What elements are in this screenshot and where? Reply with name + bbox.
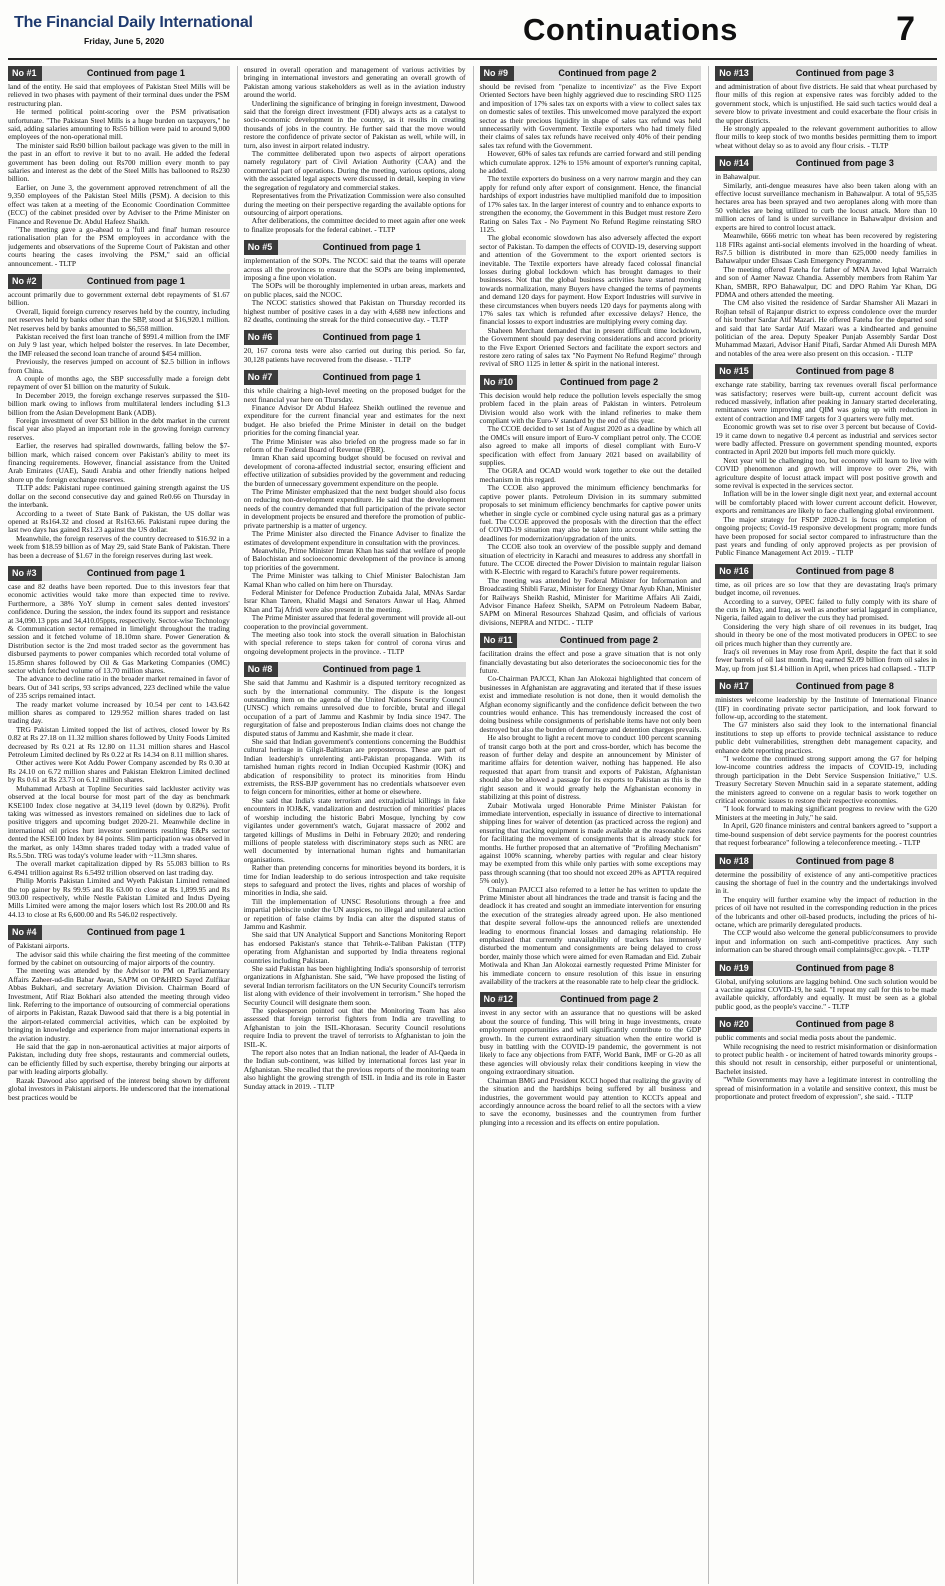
continuation-article xyxy=(244,662,466,1091)
article-paragraph: Meanwhile, 6666 metric ton wheat has been recovered by registering 118 FIRs against anti-social elements involved in the hoarding of wheat. Rs7.5 billion is distributed in more than 625,000 needy families in Bahawalpur under Ehsaas Cash Emergency Programme. xyxy=(715,231,937,266)
article-paragraph: Underlining the significance of bringing in foreign investment, Dawood said that the foreign direct investment (FDI) always acts as a catalyst to socio-economic development in the country, as it results in creating thousands of jobs in the country. He further said that the move would restore the confidence of private sector of Pakistan as well, while will, in turn, also invest in airport related industry. xyxy=(243,98,466,150)
article-paragraph: The textile exporters do business on a very narrow margin and they can apply for refund only after export of consignment. Hence, the financial hardships of export industries have multiplied manifold due to imposition of 17% sales tax. In the larger interest of country and to enhance exports to strengthen the economy, the Government in this Budget must restore Zero Rating on Sales Tax - No Payment No Refund Regime reinstating SRO 1125. xyxy=(479,174,702,234)
article-paragraph: The CM also visited the residence of Sardar Shamsher Ali Mazari in Rojhan tehsil of Rajanpur district to express condolence over the murder of his brother Sardar Atif Mazari. He offered Fateha for the departed soul and said that late Sardar Atif Mazari was a kindhearted and genuine politician of the area. Deputy Speaker Punjab Assembly Sardar Dost Muhammad Mazari, Advisor Hanif Pitafi, Sardar Ahmed Ali Duresh MPA and notables of the area were also present on this occasion. - TLTP xyxy=(715,298,937,358)
continued-from-label: Continued from page 8 xyxy=(753,1017,937,1032)
article-number: No #6 xyxy=(244,330,278,345)
article-header xyxy=(8,274,230,289)
article-paragraph: She said Pakistan has been highlighting India's sponsorship of terrorist organizations in Afghanistan. She said, "We have proposed the listing of several Indian terrorism facilitators on the UN Security Council's terrorism list along with evidence of their involvement in terrorism." She hoped the Security Council will designate them soon. xyxy=(243,964,466,1007)
article-paragraph: The minister said Rs90 billion bailout package was given to the mill in the past in an effort to revive it but to no avail. He added the federal government has been doling out Rs700 million every month to pay salaries and interest as the debt of the Steel Mills has ballooned to Rs230 billion. xyxy=(8,140,230,184)
article-paragraph: The meeting was attended by Federal Minister for Information and Broadcasting Shibli Faraz, Minister for Energy Omar Ayub Khan, Minister for Railways Sheikh Rashid, Minister for Maritime Affairs Ali Zaidi, Advisor Finance Hafeez Sheikh, SAPM on Petroleum Nadeem Babar, SAPM on Mineral Resources Shahzad Qasim, and officials of various divisions, NEPRA and NTDC. - TLTP xyxy=(479,575,702,627)
article-header xyxy=(715,1017,937,1032)
article-paragraph: Earlier, on June 3, the government approved retrenchment of all the 9,350 employees of the Pakistan Steel Mills (PSM). A decision to this effect was taken at a meeting of the Economic Coordination Committee (ECC) of the cabinet presided over by Adviser to the Prime Minister on Finance and Revenue Dr. Abdul Hafeez Shaikh. xyxy=(8,182,230,226)
article-paragraph: In December 2019, the foreign exchange reserves surpassed the $10-billion mark owing to inflows from multilateral lenders including $1.3 billion from the Asian Development Bank (ADB). xyxy=(8,390,230,417)
article-paragraph: The spokesperson pointed out that the Monitoring Team has also assessed that foreign terrorist fighters from India are travelling to Afghanistan to join the ISIL-Khorasan. Security Council resolutions require India to prevent the travel of terrorists to Afghanistan to join the ISIL-K. xyxy=(243,1006,466,1049)
article-paragraph: Philip Morris Pakistan Limited and Wyeth Pakistan Limited remained the top gainer by Rs 99.95 and Rs 63.00 to close at Rs 1,899.95 and Rs 903.00 respectively, while Nestle Pakistan Limited and Indus Dyeing Mills Limited were among the major losers which lost Rs 200.00 and Rs 44.13 to close at Rs 6,600.00 and Rs 546.02 respectively. xyxy=(8,876,230,919)
columns-container xyxy=(8,66,937,1584)
article-number: No #12 xyxy=(480,992,518,1007)
article-paragraph: "I welcome the continued strong support among the G7 for helping low-income countries address the impacts of COVID-19, including through participation in the Debt Service Suspension Initiative," U.S. Treasury Secretary Steven Mnuchin said in a separate statement, adding the ministers agreed to convene on a regular basis to work together on critical economic issues to restore their respective economies. xyxy=(715,754,937,806)
column-4 xyxy=(708,66,937,1584)
article-header xyxy=(244,240,466,255)
continuation-article xyxy=(8,66,230,268)
article-header xyxy=(715,156,937,171)
page-number: 7 xyxy=(896,10,915,48)
article-number: No #3 xyxy=(8,566,42,581)
article-paragraph: Muhammad Arbash at Topline Securities said lackluster activity was observed at the local bourse for most part of the day as benchmark KSE100 Index close negative at 34,119 level (down by 0.82%). Profit taking was witnessed as investors remained on sidelines due to lack of positive triggers and upcoming budget 2020-21. Meanwhile decline in international oil prices hurt investor sentiments resulting E&Ps sector dented the KSE100 Index by 84 points. Slim participation was observed in the market, as only 143mn shares traded today with a traded value of Rs.5.5bn. TRG was today's volume leader with ~11.3mn shares. xyxy=(8,783,230,860)
article-paragraph: ministers welcome leadership by the Institute of International Finance (IIF) in coordinating private sector participation, and look forward to follow-up, according to the statement. xyxy=(715,695,937,721)
article-paragraph: case and 82 deaths have been reported. Due to this investors fear that economic activities would take more than expected time to revive. Furthermore, a 38% YoY slump in cement sales dented investors' confidence. During the session, the index found its support and resistance at 34,090.13 ppts and 34,410.05ppts, respectively. Sector-wise Technology & Communication sector remained in limelight throughout the trading session and it fetched volume of 18.10mn share. Power Generation & Distribution sector is the 2nd most traded sector as the government has disbursed payments to power companies which recorded total volume of 15.85mn shares followed by Oil & Gas Marketing Companies (OMC) sector which fetched volume of 13.70 million shares. xyxy=(8,581,230,675)
article-paragraph: The Prime Minister emphasized that the next budget should also focus on reducing non-development expenditure. He said that the development needs of the country demanded that full participation of the private sector in development projects be ensured and therefore the promotion of public-private partnership is a matter of urgency. xyxy=(243,487,466,530)
article-paragraph: A couple of months ago, the SBP successfully made a foreign debt repayment of over $1 billion on the maturity of Sukuk. xyxy=(8,374,230,392)
continuation-article xyxy=(244,370,466,656)
continuation-article xyxy=(715,1017,937,1101)
article-number: No #20 xyxy=(715,1017,753,1032)
article-header xyxy=(715,364,937,379)
article-paragraph: Razak Dawood also apprised of the interest being shown by different global investors in Pakistani airports. He underscored that the international best practices would be xyxy=(8,1075,230,1102)
article-paragraph: Global, unifying solutions are lagging behind. One such solution would be a vaccine against COVID-19, he said. "I repeat my call for this to be made available quickly, affordably and equally. It must be seen as a global public good, as the people's vaccine." - TLTP xyxy=(715,976,937,1011)
article-paragraph: She said that Jammu and Kashmir is a disputed territory recognized as such by the international community. The dispute is the longest outstanding item on the agenda of the United Nations Security Council (UNSC) which remains unresolved due to forcible, brutal and illegal occupation of a part of Jammu and Kashmir by India since 1947. The regurgitation of false and preposterous Indian claims does not change the disputed status of Jammu and Kashmir, she made it clear. xyxy=(243,678,466,738)
article-header xyxy=(8,925,230,940)
article-paragraph: should be revised from "penalize to incentivize" as the Five Export Oriented Sectors have been highly aggrieved due to rescinding SRO 1125 and imposition of 17% sales tax on exports with a view to collect sales tax on domestic sales of textiles. This unwelcomed move paralyzed the export sector as their precious liquidity in shape of sales tax refund was held unnecessarily with Government. Textile exporters who had timely filed their claims of sales tax refunds have received only 40% of their pending sales tax refund with the Government. xyxy=(479,82,702,150)
continuation-article xyxy=(244,66,466,234)
article-paragraph: Co-Chairman PAJCCI, Khan Jan Alokozai highlighted that concern of businesses in Afghanistan are aggravating and iterated that if these issues exist and immediate resolution is not done, then it would demolish the Afghan economy significantly and the confidence deficit between the two countries would enhance. This has tremendously increased the cost of doing business while consignments of perishable items have not only been destroyed but also the burden of demurrage and detention charges prevails. xyxy=(479,674,702,734)
continued-from-label: Continued from page 8 xyxy=(753,679,937,694)
continuation-article xyxy=(8,566,230,919)
article-header xyxy=(715,961,937,976)
article-paragraph: facilitation drains the effect and pose a grave situation that is not only financially devastating but also deteriorates the socioeconomic ties for the future. xyxy=(479,649,702,675)
article-paragraph: and administration of about five districts. He said that wheat purchased by flour mills of this region at expensive rates was forcibly added to the government stock, which is unjustified. He said such tactics would deal a severe blow to private investment and could exacerbate the flour crisis in the upper districts. xyxy=(715,82,937,125)
article-paragraph: Till the implementation of UNSC Resolutions through a free and impartial plebiscite under the UN auspices, no illegal and unilateral action or repetition of false claims by India can alter the disputed status of Jammu and Kashmir. xyxy=(243,896,466,931)
article-number: No #17 xyxy=(715,679,753,694)
article-paragraph: The CCOE also approved the minimum efficiency benchmarks for captive power plants. Petroleum Division in its summary submitted proposals to set minimum efficiency benchmarks for captive power units whether in single cycle or combined cycle using natural gas as a primary fuel. The CCOE approved the proposals with the direction that the effect of COVID-19 situation may also be taken into account while setting the deadlines for modernization/upgradation of the units. xyxy=(479,483,702,543)
article-paragraph: Chairman BMG and President KCCI hoped that realizing the gravity of the situation and the hardships being suffered by all business and industries, the government would pay attention to KCCI's appeal and accordingly announce across the board relief to all the sectors with a view to save the economy, businesses and the countrymen from further plunging into a recession and its effects on entire population. xyxy=(479,1075,702,1127)
article-number: No #15 xyxy=(715,364,753,379)
article-paragraph: Meanwhile, the foreign reserves of the country decreased to $16.92 in a week from $18.59 billion as of May 29, said State Bank of Pakistan. There has been a decrease of $1.67 in the foreign reserves during last week. xyxy=(8,533,230,560)
article-paragraph: Earlier, the reserves had spiralled downwards, falling below the $7-billion mark, which raised concern over Pakistan's ability to meet its financing requirements. However, financial assistance from the United Arab Emirates (UAE), Saudi Arabia and other friendly nations helped shore up the foreign exchange reserves. xyxy=(8,441,230,484)
article-paragraph: of Pakistani airports. xyxy=(8,941,70,951)
continued-from-label: Continued from page 8 xyxy=(753,564,937,579)
article-paragraph: The enquiry will further examine why the impact of reduction in the prices of oil have not resulted in the corresponding reduction in the prices of the lubricants and other oil-based products, including the prices of hi-octane, which are primarily deregulated products. xyxy=(715,894,937,929)
article-paragraph: The overall market capitalization dipped by Rs 55.083 billion to Rs 6.4941 trillion against Rs 6.5492 trillion observed on last trading day. xyxy=(8,859,230,877)
continued-from-label: Continued from page 1 xyxy=(278,662,466,677)
issue-date: Friday, June 5, 2020 xyxy=(84,36,165,46)
article-number: No #14 xyxy=(715,156,753,171)
continuation-article xyxy=(244,240,466,324)
article-paragraph: Imran Khan said upcoming budget should be focused on revival and development of corona-affected industrial sector, ensuring efficient and effective utilization of subsidies provided by the government and reducing the burden of unnecessary government expenditure on the people. xyxy=(243,453,466,488)
article-number: No #2 xyxy=(8,274,42,289)
article-paragraph: The meeting offered Fateha for father of MNA Javed Iqbal Warraich and son of Aamer Nawaz Chandia. Assembly members from Rahim Yar Khan, SMBR, RPO Bahawalpur, DC and DPO Rahim Yar Khan, DG PDMA and others attended the meeting. xyxy=(715,264,937,299)
article-paragraph: The committee deliberated upon two aspects of airport operations namely regulatory part of Civil Aviation Authority (CAA) and the commercial part of operations. During the meeting, various options, along with the associated legal aspects were discussed in detail, keeping in view the segregation of regulatory and commercial stakes. xyxy=(243,149,466,192)
continuation-article xyxy=(8,274,230,560)
article-paragraph: "While Governments may have a legitimate interest in controlling the spread of misinformation in a volatile and sensitive context, this must be proportionate and protect freedom of expression", she said. - TLTP xyxy=(715,1075,937,1102)
article-paragraph: The Prime Minister also directed the Finance Adviser to finalize the estimates of development expenditure in consultation with the provinces. xyxy=(243,529,466,547)
article-paragraph: He strongly appealed to the relevant government authorities to allow flour mills to keep stock of two months besides permitting them to import wheat without delay so as to avoid any flour crisis. - TLTP xyxy=(715,124,937,150)
article-paragraph: The major strategy for FSDP 2020-21 is focus on completion of ongoing projects; Covid-19 responsive development program; more funds have been proposed for social sector compared to infrastructure than the past years and funding of only approved projects as per provision of Public Finance Management Act 2019. - TLTP xyxy=(715,514,937,558)
continued-from-label: Continued from page 2 xyxy=(514,66,702,81)
article-paragraph: The advance to decline ratio in the broader market remained in favor of bears. Out of 341 scrips, 93 scrips advanced, 223 declined while the value of 235 scrips remained intact. xyxy=(8,674,230,701)
article-number: No #11 xyxy=(480,633,517,648)
article-header xyxy=(244,662,466,677)
continued-from-label: Continued from page 1 xyxy=(278,330,466,345)
article-number: No #4 xyxy=(8,925,42,940)
article-paragraph: He also brought to light a recent move to conduct 100 percent scanning of transit cargo both at the port and cross-border, which has become the reason of further delay and despite an announcement by Minister of maritime affairs for detention waiver, nothing has happened. He also requested that apart from transit and exports of Pakistan, Afghanistan should also be allowed a passage for its exports to Pakistan as this is the right season and it would greatly help the Afghanistan economy in stabilizing at this point of distress. xyxy=(479,733,702,802)
continuation-article xyxy=(715,66,937,150)
article-paragraph: Chairman PAJCCI also referred to a letter he has written to update the Prime Minister about all hindrances the trade and transit is facing and the deadlock it has created and sought an immediate intervention for ensuring the execution of the strategies already agreed upon. He also mentioned that despite several follow-ups the announced reliefs are unextended leading to enormous financial losses and damaging relationship. He emphasized that currently unavailability of trackers has immensely disturbed the momentum and consignments are being delayed to cross border, mainly those which were aimed for even Ramadan and Eid. Zubair Motiwala and Khan Jan Alokozai earnestly requested Prime Minister for his immediate concern to ensure resolution of this issue in ensuring availability of the trackers at the reasonable rate to help clear the gridlock. xyxy=(479,884,702,987)
article-header xyxy=(8,66,230,81)
article-paragraph: Representatives from the Privatization Commission were also consulted during the meeting on their perspective regarding the available options for outsourcing of airport operations. xyxy=(243,191,466,217)
continued-from-label: Continued from page 1 xyxy=(42,66,230,81)
column-3 xyxy=(473,66,702,1584)
continued-from-label: Continued from page 2 xyxy=(517,992,701,1007)
article-paragraph: this while chairing a high-level meeting on the proposed budget for the next financial year here on Thursday. xyxy=(243,386,466,404)
article-paragraph: She said that UN Analytical Support and Sanctions Monitoring Report has endorsed Pakistan's stance that Tehrik-e-Taliban Pakistan (TTP) operating from Afghanistan and supported by India threatens regional countries including Pakistan. xyxy=(243,930,466,965)
article-paragraph: According to a tweet of State Bank of Pakistan, the US dollar was opened at Rs164.32 and closed at Rs163.66. Pakistani rupee during the last two days has gained Rs1.23 against the US dollar. xyxy=(8,508,230,535)
article-paragraph: ensured in overall operation and management of various activities by bringing in international investors and generating an overall growth of Pakistan among various stakeholders as well as in the aviation industry around the world. xyxy=(243,66,466,100)
article-paragraph: Other actives were Kot Addu Power Company ascended by Rs 0.30 at Rs 24.10 on 6.72 million shares and Pakistan Elektron Limited declined by Rs 0.61 at Rs 23.73 on 6.12 million shares. xyxy=(8,758,230,785)
article-paragraph: In April, G20 finance ministers and central bankers agreed to "support a time-bound suspension of debt service payments for the poorest countries that request forbearance" following a teleconference meeting. - TLTP xyxy=(715,821,937,848)
article-paragraph: The global economic slowdown has also adversely affected the export sector of Pakistan. To dampen the effects of COVID-19, deserving support and attention of the Government to the export oriented sectors is inevitable. The Textile exporters have already faced colossal financial losses during global lockdown which has brought damages to their businesses. Not that the global business activities have started moving towards normalization, many Buyers have changed the terms of payments and demand 120 days for payment. How Export Industries will survive in these circumstances when buyers needs 120 days for payments along with 17% sales tax which is refunded after excessive delays? Hence, the financial losses to export industries are multiplying every coming day. xyxy=(479,233,702,327)
article-paragraph: Similarly, anti-dengue measures have also been taken along with an effective locust surveillance mechanism in Bahawalpur. A total of 95,535 hectares area has been sprayed and two aeroplanes along with more than 50 vehicles are being utilized to curb the locust attack. More than 10 million acres of land is under surveillance in Bahawalpur division and experts are hired to control locust attack. xyxy=(715,180,937,232)
article-number: No #10 xyxy=(480,375,518,390)
article-paragraph: "The meeting gave a go-ahead to a 'full and final' human resource rationalisation plan for the PSM employees in accordance with the judgements and observations of the Supreme Court of Pakistan and other courts hearing the cases involving the PSM," said an official announcement. - TLTP xyxy=(8,224,230,268)
continued-from-label: Continued from page 1 xyxy=(42,274,230,289)
article-paragraph: in Bahawalpur. xyxy=(715,172,760,182)
article-paragraph: TLTP adds: Pakistani rupee continued gaining strength against the US dollar on the second consecutive day and gained Re0.66 on Thursday in the interbank. xyxy=(8,483,230,510)
article-header xyxy=(715,854,937,869)
continuation-article xyxy=(715,156,937,358)
article-paragraph: Previously, the reserves jumped on account of $2.5 billion in inflows from China. xyxy=(8,357,230,375)
continuation-article xyxy=(8,925,230,1102)
paper-name: The Financial Daily International xyxy=(14,14,253,31)
masthead xyxy=(8,6,937,60)
article-paragraph: Pakistan received the first loan tranche of $991.4 million from the IMF on July 9 last year, which helped bolster the reserves. In late December, the IMF released the second loan tranche of around $454 million. xyxy=(8,331,230,358)
article-paragraph: invest in any sector with an assurance that no questions will be asked about the source of funding. This will bring in huge investments, create employment opportunities and will significantly contribute to the GDP growth. In the current extraordinary situation when the entire world is busy in battling with the COVID-19 pandemic, the government is not likely to face any objections from FATF, World Bank, IMF or G-20 as all these agencies will obviously relax their conditions keeping in view the ongoing extraordinary situation. xyxy=(479,1008,702,1077)
article-paragraph: public comments and social media posts about the pandemic. xyxy=(715,1033,897,1043)
article-paragraph: Shaheen Merchant demanded that in present difficult time lockdown, the Government should pay deserving considerations and accord priority to the Five Export Oriented Sectors and facilitate the export sectors and restore zero rating of sales tax "No Payment No Refund Regime" through revival of SRO 1125 in letter & spirit in the national interest. xyxy=(479,325,702,369)
article-header xyxy=(480,66,702,81)
article-paragraph: The report also notes that an Indian national, the leader of Al-Qaeda in the Indian sub-continent, was killed by international forces last year in Afghanistan. She recalled that the previous reports of the monitoring team also highlight the growing strength of ISIL in India and its role in Easter Sunday attack in 2019. - TLTP xyxy=(243,1048,466,1091)
article-paragraph: The CCOE also took an overview of the possible supply and demand situation of electricity in Karachi and measures to address any shortfall in future. The CCOE directed the Power Division to maintain regular liaison with K-Electric with regard to Karachi's future power requirements. xyxy=(479,542,702,577)
article-number: No #18 xyxy=(715,854,753,869)
continued-from-label: Continued from page 2 xyxy=(517,375,701,390)
continuation-article xyxy=(715,854,937,955)
column-2 xyxy=(237,66,466,1584)
article-paragraph: Federal Minister for Defence Production Zubaida Jalal, MNAs Sardar Israr Khan Tareen, Khalid Magsi and Senators Anwar ul Haq, Ahmed Khan and Taj Afridi were also present in the meeting. xyxy=(243,587,466,614)
article-paragraph: "I look forward to making significant progress to review with the G20 Ministers at the meeting in July," he said. xyxy=(715,804,937,822)
article-paragraph: The CCP would also welcome the general public/consumers to provide input and information on such anti-competitive practices. Any such information can be shared through email complaints@cc.gov.pk. - TLTP xyxy=(715,928,937,955)
article-paragraph: The SOPs will be thoroughly implemented in urban areas, markets and on public places, said the NCOC. xyxy=(243,281,466,299)
article-header xyxy=(8,566,230,581)
article-paragraph: The Prime Minister was talking to Chief Minister Balochistan Jam Kamal Khan who called on him here on Thursday. xyxy=(243,571,466,589)
article-paragraph: Meanwhile, Prime Minister Imran Khan has said that welfare of people of Balochistan and socioeconomic development of the province is among top priorities of the government. xyxy=(243,545,466,572)
continued-from-label: Continued from page 3 xyxy=(753,156,937,171)
article-header xyxy=(715,564,937,579)
article-header xyxy=(715,679,937,694)
article-number: No #9 xyxy=(480,66,514,81)
article-paragraph: 20, 167 corona tests were also carried out during this period. So far, 30,128 patients have recovered from the disease. - TLTP xyxy=(243,346,466,364)
article-paragraph: implementation of the SOPs. The NCOC said that the teams will operate across all the provinces to ensure that the SOPs are being implemented, imposing a fine upon violation. xyxy=(243,256,466,282)
continuation-article xyxy=(480,375,702,627)
article-paragraph: This decision would help reduce the pollution levels especially the smog problem faced in the plain areas of Pakistan in winters. Petroleum Division would also work with the inland refineries to make them compliant with the Euro-V standard by the end of this year. xyxy=(479,390,702,426)
article-header xyxy=(244,330,466,345)
continuation-article xyxy=(715,961,937,1012)
article-paragraph: Inflation will be in the lower single digit next year, and external account will be comfortably placed with lower current account deficit. However, exports and remittances are likely to face challenging global environment. xyxy=(715,489,937,516)
article-paragraph: TRG Pakistan Limited topped the list of actives, closed lower by Rs 0.82 at Rs 27.18 on 11.32 million shares followed by Unity Foods Limited decreased by Rs 0.21 at Rs 12.80 on 11.31 million shares and Hascol Petroleum Limited declined by Rs 0.22 at Rs 14.34 on 8.11 million shares. xyxy=(8,724,230,760)
continuation-article xyxy=(715,364,937,558)
article-paragraph: Next year will be challenging too, but economy will learn to live with COVID phenomenon and growth will improve to over 2%, with agriculture despite of locust attack impact will post positive growth and some revival is expected in the services sector. xyxy=(715,455,937,491)
article-paragraph: She said that Indian government's contentions concerning the Buddhist cultural heritage in Gilgit-Baltistan are preposterous. These are part of Indian leadership's unrelenting anti-Pakistan propaganda. With its tarnished human rights record in Indian Occupied Kashmir (IOK) and abdication of responsibility to protect its minorities from Hindu extremists, the RSS-BJP government has no credentials whatsoever even to feign concern for minorities, either at home or elsewhere. xyxy=(243,737,466,797)
continuation-article xyxy=(715,679,937,847)
continued-from-label: Continued from page 1 xyxy=(278,370,466,385)
continued-from-label: Continued from page 1 xyxy=(42,925,230,940)
article-paragraph: The Prime Minister assured that federal government will provide all-out cooperation to the provincial government. xyxy=(243,613,466,631)
article-number: No #5 xyxy=(244,240,278,255)
article-paragraph: Rather than pretending concerns for minorities beyond its borders, it is time for Indian leadership to do serious introspection and take requisite steps to safeguard and protect the lives, rights and places of worship of minorities in India, she said. xyxy=(243,863,466,898)
article-paragraph: She said that India's state terrorism and extrajudicial killings in fake encounters in IOJ&K, vandalization and destruction of minorities' places of worship including the historic Babri Mosque, lynching by cow vigilantes under government's watch, Gujarat massacre of 2002 and targeted killings of Muslims in Delhi in February 2020; and rendering millions of people stateless with discriminatory steps such as NRC are well documented by international human rights and humanitarian organisations. xyxy=(243,795,466,864)
article-paragraph: Iraq's oil revenues in May rose from April, despite the fact that it sold fewer barrels of oil last month. Iraq earned $2.09 billion from oil sales in May, up from just $1.4 billion in April, when prices had collapsed. - TLTP xyxy=(715,646,937,673)
continued-from-label: Continued from page 2 xyxy=(517,633,702,648)
continued-from-label: Continued from page 3 xyxy=(753,66,937,81)
continuation-article xyxy=(480,66,702,369)
continuation-article xyxy=(244,330,466,364)
continued-from-label: Continued from page 8 xyxy=(753,961,937,976)
continuation-article xyxy=(480,633,702,986)
article-header xyxy=(480,633,702,648)
continued-from-label: Continued from page 8 xyxy=(753,364,937,379)
article-paragraph: The G7 ministers also said they look to the international financial institutions to step up efforts to provide technical assistance to reduce public debt vulnerabilities, strengthen debt management capacity, and enhance debt reporting practices. xyxy=(715,720,937,755)
article-paragraph: The Prime Minister was also briefed on the progress made so far in reform of the Federal Board of Revenue (FBR). xyxy=(243,436,466,455)
article-paragraph: account primarily due to government external debt repayments of $1.67 billion. xyxy=(8,289,230,308)
article-header xyxy=(480,992,702,1007)
article-paragraph: While recognising the need to restrict misinformation or disinformation to protect public health - or incitement of hatred towards minority groups - this should not result in censorship, either purposeful or unintentional, Bachelet insisted. xyxy=(715,1041,937,1076)
article-paragraph: Foreign investment of over $3 billion in the debt market in the current fiscal year also played an important role in the growing foreign currency reserves. xyxy=(8,416,230,442)
article-paragraph: time, as oil prices are so low that they are devastating Iraq's primary budget income, oil revenues. xyxy=(715,579,937,598)
article-paragraph: Finance Advisor Dr Abdul Hafeez Sheikh outlined the revenue and expenditure for the current financial year and estimates for the next budget. He also briefed the Prime Minister in detail on the budget priorities for the coming financial year. xyxy=(243,403,466,438)
article-paragraph: The CCOE decided to set 1st of August 2020 as a deadline by which all the OMCs will ensure import of Euro-V compliant petrol only. The CCOE also agreed to make all imports of diesel compliant with Euro-V specification with effect from January 2021 based on availability of supplies. xyxy=(479,424,702,468)
article-number: No #7 xyxy=(244,370,278,385)
article-paragraph: Economic growth was set to rise over 3 percent but because of Covid-19 it came down to negative 0.4 percent as industrial and services sector were badly affected. Pressure on government spending mounted, exports contracted in April 2020 but imports fell much more quickly. xyxy=(715,422,937,457)
article-paragraph: Considering the very high share of oil revenues in its budget, Iraq should in theory be one of the most motivated producers in OPEC to see oil prices much higher than they currently are. xyxy=(715,621,937,648)
section-title: Continuations xyxy=(523,12,738,47)
article-paragraph: He termed political point-scoring over the PSM privatisation unfortunate. "The Pakistan Steel Mills is a huge burden on taxpayers," he said, adding salaries amounting to Rs55 billion were paid to around 9,000 employees of the non-operational mill. xyxy=(8,107,230,142)
article-paragraph: According to a survey, OPEC failed to fully comply with its share of the cuts in May, and Iraq, as well as another serial laggard in compliance, Nigeria, failed again to deliver the cuts they had promised. xyxy=(715,596,937,623)
article-paragraph: The meeting also took into stock the overall situation in Balochistan with special reference to steps taken for control of corona virus and ongoing development projects in the province. - TLTP xyxy=(243,629,466,656)
article-paragraph: He said that the gap in non-aeronautical activities at major airports of Pakistan, including duty free shops, restaurants and commercial outlets, can be efficiently filled by such expertise, thereby bringing our airports at par with leading airports globally. xyxy=(8,1042,230,1077)
article-paragraph: However, 60% of sales tax refunds are carried forward and still pending which cumulate approx. 12% to 15% amount of exporter's running capital, he added. xyxy=(479,149,702,176)
article-paragraph: determine the possibility of existence of any anti-competitive practices causing the shortage of fuel in the country and the undertakings involved in it. xyxy=(715,869,937,896)
article-paragraph: The ready market volume increased by 10.54 per cent to 143.642 million shares as compared to 129.952 million shares traded on last trading day. xyxy=(8,699,230,726)
continuation-article xyxy=(480,992,702,1127)
masthead-left xyxy=(14,14,253,46)
continued-from-label: Continued from page 1 xyxy=(278,240,466,255)
article-paragraph: The meeting was attended by the Advisor to PM on Parliamentary Affairs Zaheer-ud-din Babar Awan, SAPM on OP&HRD Sayed Zulfikar Abbas Bukhari, and secretary Aviation Division. Chairman Board of Investment, Atif Riaz Bokhari also attended the meeting through video link. Referring to the importance of outsourcing of commercial operations of airports in Pakistan, Razak Dawood said that there is a big potential in the airport-related commercial activities, which can be exploited by bringing in knowledge and experience from major international experts in the aviation industry. xyxy=(8,966,230,1043)
article-number: No #19 xyxy=(715,961,753,976)
article-paragraph: exchange rate stability, barring tax revenues overall fiscal performance was satisfactory; reserves were built-up, current account deficit was reduced massively, inflation after peaking in January started decelerating, remittances were improving and QIM was going up with reduction in extent of contraction and IMF targets for 3 quarters were fully met. xyxy=(715,380,937,423)
article-paragraph: Overall, liquid foreign currency reserves held by the country, including net reserves held by banks other than the SBP, stood at $16,920.1 million. Net reserves held by banks amounted to $6,558 million. xyxy=(8,306,230,333)
article-paragraph: Zubair Motiwala urged Honorable Prime Minister Pakistan for immediate intervention, especially in issuance of directive to international shipping lines for waiver of detention (as practiced across the region) and ensuring that tracking equipment is made available at the reasonable rates for facilitating the movement of consignments that is already stuck for months. He further proposed that an alternative of "Profiling Mechanism" against 100% scanning, whereby parties with regular and clear history may be exempted from this while only parties with some exceptions may pass through scanning (that too should not exceed 20% as APTTA required 5% only). xyxy=(479,800,702,886)
article-header xyxy=(480,375,702,390)
article-number: No #8 xyxy=(244,662,278,677)
continuation-article xyxy=(715,564,937,673)
article-paragraph: The NCOC statistics showed that Pakistan on Thursday recorded its highest number of positive cases in a day with 4,688 new infections and 82 deaths, continuing the streak for the third consecutive day. - TLTP xyxy=(243,298,466,324)
column-1 xyxy=(8,66,230,1584)
continued-from-label: Continued from page 1 xyxy=(42,566,230,581)
continued-from-label: Continued from page 8 xyxy=(753,854,937,869)
article-header xyxy=(715,66,937,81)
article-number: No #1 xyxy=(8,66,42,81)
article-number: No #13 xyxy=(715,66,753,81)
article-paragraph: After deliberations, the committee decided to meet again after one week to finalize proposals for the federal cabinet. - TLTP xyxy=(243,216,466,234)
article-number: No #16 xyxy=(715,564,753,579)
article-paragraph: The OGRA and OCAD would work together to eke out the detailed mechanism in this regard. xyxy=(479,466,702,484)
article-paragraph: The advisor said this while chairing the first meeting of the committee formed by the cabinet on outsourcing of major airports of the country. xyxy=(8,949,230,967)
article-paragraph: land of the entity. He said that employees of Pakistan Steel Mills will be relieved in two phases with payment of their terminal dues under the PSM restructuring plan. xyxy=(8,82,230,108)
article-header xyxy=(244,370,466,385)
